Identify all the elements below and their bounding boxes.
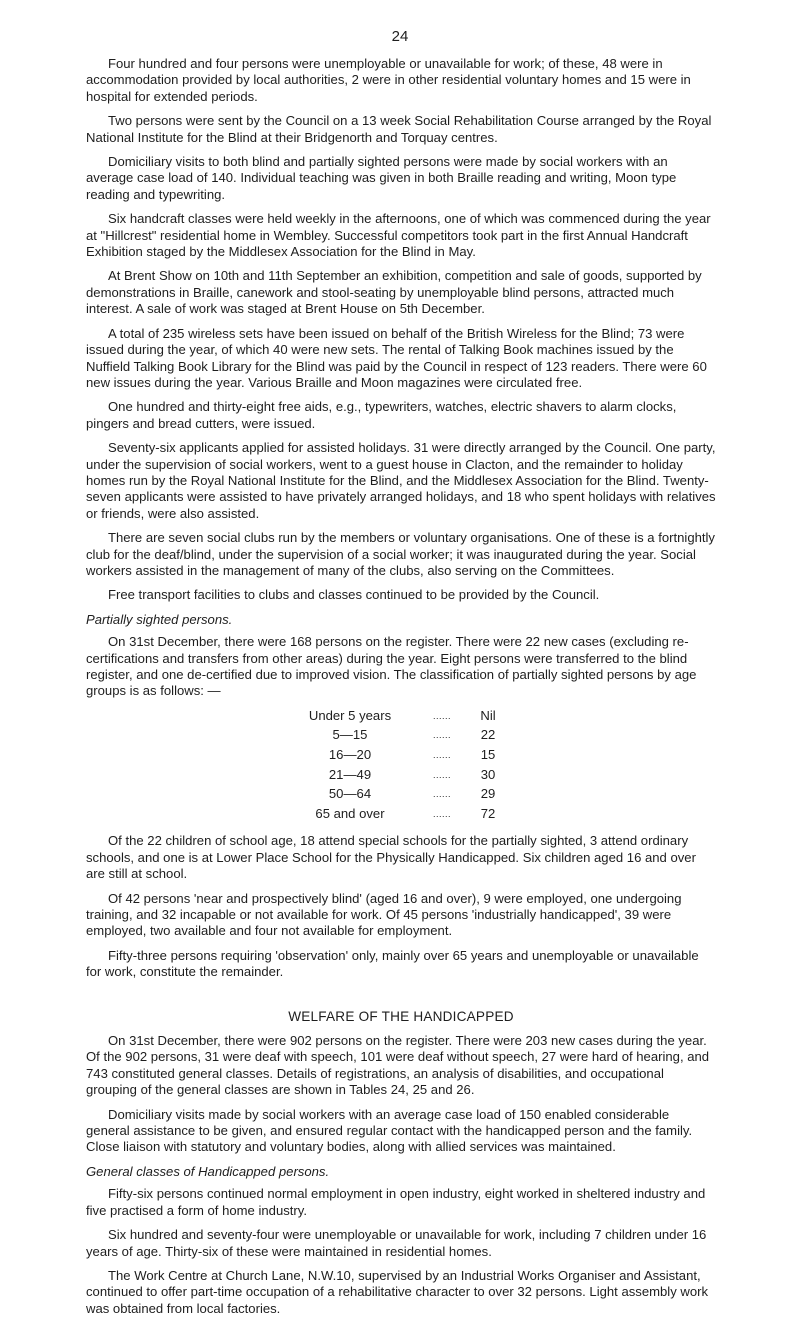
paragraph: There are seven social clubs run by the members or voluntary organisations. One of these is a fortnightly club for the deaf/blind, under the supervision of a social worker; it was inaugurated during the year. Social workers assisted in the management of many of the clubs, also serving on the Committees. <box>86 530 715 578</box>
paragraph: Seventy-six applicants applied for assisted holidays. 31 were directly arranged by the Council. One party, under the supervision of social workers, went to a guest house in Clacton, and the remainder to holiday homes run by the Royal National Institute for the Blind, and the Middlesex Association for the Blind. Twenty-seven applicants were assisted to have privately arranged holidays, and 18 who spent holidays with relatives or friends, were also assisted. <box>86 440 716 521</box>
age-group-label: 50—64 <box>328 786 372 802</box>
age-group-count: 29 <box>480 786 496 802</box>
paragraph: Domiciliary visits to both blind and partially sighted persons were made by social workers with an average case load of 140. Individual teaching was given in both Braille reading and writing, Moon type reading and typewriting. <box>86 154 677 202</box>
dot-leader: ...... <box>432 808 451 819</box>
table-row <box>284 708 508 728</box>
age-group-count: 72 <box>480 805 496 821</box>
table-row <box>284 727 508 747</box>
paragraph: On 31st December, there were 902 persons on the register. There were 203 new cases during the year. Of the 902 persons, 31 were deaf with speech, 101 were deaf without speech, 27 were hard of hearing, and 743 constituted general classes. Details of registrations, an analysis of disabilities, and occupational grouping of the general classes are shown in Tables 24, 25 and 26. <box>86 1033 710 1098</box>
paragraph: One hundred and thirty-eight free aids, e.g., typewriters, watches, electric shavers to alarm clocks, pingers and bread cutters, were issued. <box>86 399 677 431</box>
age-group-count: Nil <box>480 707 496 723</box>
age-group-label: 21—49 <box>328 766 372 782</box>
age-group-label: 65 and over <box>315 805 385 821</box>
paragraph: The Work Centre at Church Lane, N.W.10, supervised by an Industrial Works Organiser and Assistant, continued to offer part-time occupation of a rehabilitative character to over 32 persons. Light assembly work was obtained from local factories. <box>86 1267 709 1316</box>
paragraph: Six handcraft classes were held weekly in the afternoons, one of which was commenced during the year at "Hillcrest" residential home in Wembley. Successful competitors took part in the first Annual Handcraft Exhibition staged by the Middlesex Association for the Blind in May. <box>86 211 711 260</box>
paragraph: Free transport facilities to clubs and classes continued to be provided by the Council. <box>108 587 600 603</box>
table-row <box>284 806 508 826</box>
subheading-partially-sighted: Partially sighted persons. <box>86 611 233 627</box>
paragraph: Fifty-six persons continued normal employment in open industry, eight worked in sheltered industry and five practised a form of home industry. <box>86 1186 706 1218</box>
paragraph: On 31st December, there were 168 persons on the register. There were 22 new cases (excluding re-certifications and transfers from other areas) during the year. Eight persons were transferred to the blind register, and one de-certified due to improved vision. The classification of partially sighted persons by age groups is as follows: — <box>86 634 697 699</box>
age-group-label: 5—15 <box>332 727 368 743</box>
age-group-count: 30 <box>480 766 496 782</box>
page-content <box>86 56 716 1325</box>
dot-leader: ...... <box>432 789 451 800</box>
table-row <box>284 747 508 767</box>
paragraph: Fifty-three persons requiring 'observation' only, mainly over 65 years and unemployable or unavailable for work, constitute the remainder. <box>86 947 699 980</box>
paragraph: Of the 22 children of school age, 18 attend special schools for the partially sighted, 3 attend ordinary schools, and one is at Lower Place School for the Physically Handicapped. Six children aged 16 and over are still at school. <box>86 833 696 882</box>
dot-leader: ...... <box>432 769 451 780</box>
table-row <box>284 786 508 806</box>
age-group-table <box>284 708 508 826</box>
table-row <box>284 767 508 787</box>
paragraph: Two persons were sent by the Council on a 13 week Social Rehabilitation Course arranged by the Royal National Institute for the Blind at their Bridgenorth and Torquay centres. <box>86 113 712 145</box>
paragraph: Six hundred and seventy-four were unemployable or unavailable for work, including 7 children under 16 years of age. Thirty-six of these were maintained in residential homes. <box>86 1227 707 1259</box>
paragraph: At Brent Show on 10th and 11th September an exhibition, competition and sale of goods, supported by demonstrations in Braille, canework and stool-seating by unemployable blind persons, attracted much interest. A sale of work was staged at Brent House on 5th December. <box>86 268 702 317</box>
subheading-general-classes: General classes of Handicapped persons. <box>86 1163 330 1179</box>
age-group-label: Under 5 years <box>308 707 392 723</box>
age-group-count: 22 <box>480 727 496 743</box>
paragraph: Domiciliary visits made by social workers with an average case load of 150 enabled considerable general assistance to be given, and ensured regular contact with the handicapped person and the family. Close liaison with statutory and voluntary bodies, along with allied services was maintained. <box>86 1106 693 1155</box>
dot-leader: ...... <box>432 730 451 741</box>
section-title-welfare: WELFARE OF THE HANDICAPPED <box>288 1008 514 1024</box>
paragraph: Four hundred and four persons were unemployable or unavailable for work; of these, 48 were in accommodation provided by local authorities, 2 were in other residential voluntary homes and 15 were in hospital for extended periods. <box>86 56 691 104</box>
paragraph: Of 42 persons 'near and prospectively blind' (aged 16 and over), 9 were employed, one undergoing training, and 32 incapable or not available for work. Of 45 persons 'industrially handicapped', 39 were employed, two available and four not available for employment. <box>86 890 682 939</box>
page-number: 24 <box>391 28 409 45</box>
dot-leader: ...... <box>432 710 451 721</box>
age-group-label: 16—20 <box>328 747 372 762</box>
age-group-count: 15 <box>480 747 496 762</box>
paragraph: A total of 235 wireless sets have been issued on behalf of the British Wireless for the Blind; 73 were issued during the year, of which 40 were new sets. The rental of Talking Book machines issued by the Nuffield Talking Book Library for the Blind was paid by the Council in respect of 123 readers. There were 60 new issues during the year. Various Braille and Moon magazines were circulated free. <box>86 325 707 390</box>
dot-leader: ...... <box>432 750 451 760</box>
